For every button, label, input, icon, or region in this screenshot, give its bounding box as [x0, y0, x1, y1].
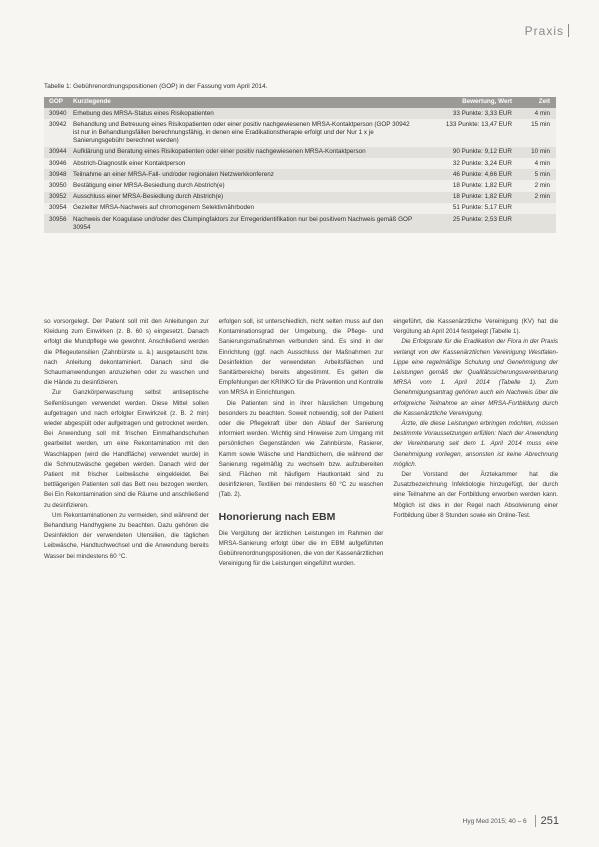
cell-gop: 30954 — [49, 204, 67, 212]
paragraph: Die Erfolgsrate für die Eradikation der Flora in der Praxis verlangt von der Kassenärztlichen Vereinigung Westfalen-Lippe eine regelmäßige Schulung und Genehmigung der Leistungen gemäß der Qualitätssicherungsvereinbarung MRSA vom 1. April 2014 (Tabelle 1). Zum Genehmigungsantrag gehören auch ein Nachweis über die erfolgreiche Teilnahme an einer MRSA-Fortbildung durch die Kassenärztliche Vereinigung. — [393, 338, 559, 417]
table-row — [44, 108, 556, 119]
paragraph: Die Vergütung der ärztlichen Leistungen im Rahmen der MRSA-Sanierung erfolgt über die im EBM aufgeführten Gebührenordnungspositionen, die von der Kassenärztlichen Vereinigung für die Leistungen eingeführt wurden. — [218, 529, 384, 568]
paragraph: so vorsorgelegt. Der Patient soll mit den Anleitungen zur Kleidung zum Einwirken (z. B. 60 s) eingesetzt. Danach erfolgt die Mundpflege wie gewohnt. Anschließend werden die Pflegeutensilien (Zahnbürste u. ä.) ausgetauscht bzw. nach Anleitung dekontaminiert. Danach sind die Schaumanwendungen anzuziehen oder zu waschen und die Hände zu desinfizieren. — [44, 318, 209, 387]
cell-time — [518, 203, 556, 214]
cell-val: 32 Punkte: 3,24 EUR — [452, 159, 512, 167]
column-left — [44, 317, 209, 805]
body-columns — [44, 317, 558, 805]
cell-gop: 30956 — [49, 215, 67, 223]
header-val: Bewertung, Wert — [462, 98, 512, 106]
cell-time: 15 min — [531, 120, 550, 128]
column-middle — [219, 317, 384, 805]
cell-val: 46 Punkte: 4,66 EUR — [452, 170, 512, 178]
cell-gop: 30944 — [49, 148, 67, 156]
table-row — [44, 203, 556, 214]
table-caption: Tabelle 1: Gebührenordnungspositionen (GOP) in der Fassung vom April 2014. — [44, 83, 268, 90]
cell-val: 18 Punkte: 1,82 EUR — [452, 181, 512, 189]
cell-gop: 30942 — [49, 120, 67, 128]
paragraph: Der Vorstand der Ärztekammer hat die Zusatzbezeichnung Infektiologie hinzugefügt, der durch eine Teilnahme an der Fortbildung erworben werden kann. Möglich ist dies in der Regel nach Absolvierung einer Fortbildung über 8 Stunden sowie ein Online-Test. — [393, 471, 559, 519]
section-heading: Honorierung nach EBM — [218, 510, 336, 523]
paragraph: Um Rekontaminationen zu vermeiden, sind während der Behandlung Handhygiene zu beachten. Dazu gehören die Desinfektion der verwendeten Utensilien, die täglichen Leibwäsche, Handtuchwechsel und die Anwendung bereits Wasser bei mindestens 60 °C. — [44, 511, 209, 560]
cell-gop: 30950 — [49, 181, 67, 189]
table-row — [44, 169, 556, 180]
cell-desc: Gezielter MRSA-Nachweis auf chromogenem Selektivnährboden — [73, 204, 254, 212]
cell-desc: Abstrich-Diagnostik einer Kontaktperson — [73, 159, 186, 167]
section-divider — [568, 24, 569, 37]
paragraph: eingeführt, die Kassenärztliche Vereinigung (KV) hat die Vergütung ab April 2014 festgelegt (Tabelle 1). — [393, 318, 559, 336]
table-header — [44, 97, 556, 108]
cell-time: 10 min — [531, 148, 550, 156]
table-row — [44, 214, 556, 233]
cell-val: 133 Punkte: 13,47 EUR — [445, 120, 512, 128]
cell-desc: Bestätigung einer MRSA-Besiedlung durch Abstrich(e) — [73, 181, 225, 189]
page-number: 251 — [535, 815, 559, 827]
cell-time: 4 min — [534, 109, 550, 117]
cell-time — [518, 214, 556, 233]
section-label — [525, 24, 569, 38]
page-footer — [463, 815, 559, 827]
gop-table — [44, 97, 556, 233]
cell-desc: Behandlung und Betreuung eines Risikopatienten oder einer positiv nachgewiesenen MRSA-Kontaktperson (GOP 30942 ist nur in Behandlungsfällen berechnungsfähig, in denen eine Eradikationstherapie erfolgt und der Nur 1 x je Sanierungsgebühr berechnet werden) — [73, 120, 410, 145]
cell-val: 18 Punkte: 1,82 EUR — [452, 193, 512, 201]
cell-time: 4 min — [534, 159, 550, 167]
cell-gop: 30948 — [49, 170, 67, 178]
paragraph: Zur Ganzkörperwaschung selbst antiseptische Seifenlösungen verwendet werden. Diese Mittel sollen aufgetragen und nach erfolgter Einwirkzeit (z. B. 2 min) wieder abgespült oder aufgetragen und getrocknet werden. Bei Anwendung soll mit frischen Einmalhandschuhen gearbeitet werden, um eine Rekontamination mit den Waschlappen (wird die Handfläche) verwendet wurde) in die Schmutzwäsche gegeben werden. Danach wird der Patient mit frischer Leibwäsche eingekleidet. Bei bettlägerigen Patienten soll das Bett neu bezogen werden. Bei Ein Rekontamination sind die Räume und anschließend zu desinfizieren. — [44, 389, 209, 509]
cell-desc: Nachweis der Koagulase und/oder des Clumpingfaktors zur Erregeridentifikation nur bei positivem Nachweis gemäß GOP 30954 — [73, 215, 413, 231]
cell-desc: Teilnahme an einer MRSA-Fall- und/oder regionalen Netzwerkkonferenz — [73, 170, 274, 178]
cell-val: 25 Punkte: 2,53 EUR — [452, 215, 512, 223]
cell-time: 5 min — [534, 170, 550, 178]
paragraph: Ärzte, die diese Leistungen erbringen möchten, müssen bestimmte Voraussetzungen erfüllen: Nach der Anwendung der Vereinbarung seit dem 1. April 2014 muss eine Genehmigung vorliegen, ansonsten ist keine Abrechnung möglich. — [393, 420, 559, 468]
cell-desc: Aufklärung und Beratung eines Risikopatienten oder einer positiv nachgewiesenen MRSA-Kontaktperson — [73, 148, 366, 156]
table-row — [44, 147, 556, 158]
column-right — [393, 317, 558, 805]
header-time: Zeit — [538, 98, 550, 106]
table-row — [44, 158, 556, 169]
cell-time: 2 min — [534, 193, 550, 201]
cell-gop: 30946 — [49, 159, 67, 167]
table-row — [44, 192, 556, 203]
cell-desc: Ausschluss einer MRSA-Besiedlung durch Abstrich(e) — [73, 193, 224, 201]
cell-gop: 30952 — [49, 193, 67, 201]
header-desc: Kurzlegende — [73, 98, 111, 106]
cell-val: 90 Punkte: 9,12 EUR — [452, 148, 512, 156]
cell-val: 51 Punkte: 5,17 EUR — [452, 204, 512, 212]
paragraph: Die Patienten sind in ihrer häuslichen Umgebung besonders zu beachten. Soweit notwendig, soll der Patient oder die Pflegekraft über den Ablauf der Sanierung informiert werden. Wichtig sind Hinweise zum Umgang mit persönlichen Gegenständen wie Zahnbürste, Rasierer, Kamm sowie Wäsche und Handtüchern, die während der Sanierung regelmäßig zu wechseln bzw. aufzubereiten sind. Flächen mit häufigem Hautkontakt sind zu desinfizieren, Textilien bei mindestens 60 °C zu waschen (Tab. 2). — [218, 399, 384, 499]
cell-time: 2 min — [534, 181, 550, 189]
paragraph: erfolgen soll, ist unterschiedlich, nicht selten muss auf den Kontaminationsgrad der Umgebung, die Pflege- und Sanierungsmaßnahmen verbunden sind. Es sind in der Einrichtung (ggf. nach Ausschluss der Maßnahmen zur Desinfektion der verwendeten Arbeitsflächen und Sanitärbereiche) bereits abgestimmt. Es gelten die Empfehlungen der KRINKO für die Prävention und Kontrolle von MRSA in Einrichtungen. — [218, 318, 384, 397]
header-gop: GOP — [49, 98, 63, 106]
cell-desc: Erhebung des MRSA-Status eines Risikopatienten — [73, 109, 214, 117]
cell-val: 33 Punkte: 3,33 EUR — [452, 109, 512, 117]
table-row — [44, 180, 556, 191]
table-row — [44, 119, 556, 147]
journal-citation: Hyg Med 2015; 40 – 6 — [462, 817, 527, 825]
section-label-text: Praxis — [524, 24, 564, 38]
cell-gop: 30940 — [49, 109, 67, 117]
